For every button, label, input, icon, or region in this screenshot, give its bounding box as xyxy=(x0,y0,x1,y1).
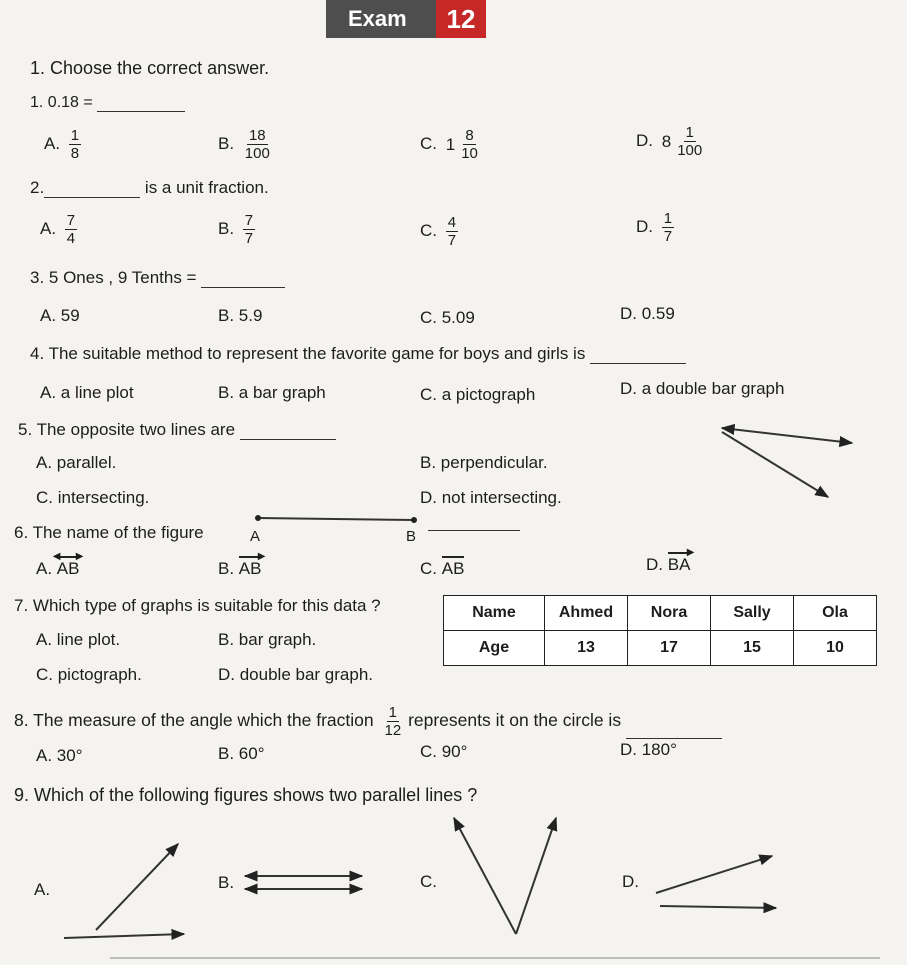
numerator: 4 xyxy=(447,214,457,231)
q4-prompt-text: 4. The suitable method to represent the favorite game for boys and girls is xyxy=(30,344,586,363)
q5-figure xyxy=(722,428,852,497)
q4-option-b[interactable]: B. a bar graph xyxy=(218,383,326,402)
option-letter: B. xyxy=(218,559,235,578)
denominator: 8 xyxy=(70,145,80,162)
q8-prompt-start: 8. The measure of the angle which the fraction xyxy=(14,710,374,731)
q1-prompt-text: 1. 0.18 = xyxy=(30,94,93,111)
notation-label: AB xyxy=(441,559,465,578)
q5-option-a[interactable]: A. parallel. xyxy=(36,453,117,472)
table-header-cell: Name xyxy=(444,596,545,631)
q8-option-b[interactable]: B. 60° xyxy=(218,744,265,763)
table-header-cell: Ahmed xyxy=(545,596,628,631)
q9-option-c-label[interactable]: C. xyxy=(420,872,437,891)
table-header-cell: Sally xyxy=(711,596,794,631)
q6-point-b-label: B xyxy=(406,528,417,545)
option-letter: A. xyxy=(44,133,61,153)
q5-prompt-text: 5. The opposite two lines are xyxy=(18,420,236,439)
q9-prompt: 9. Which of the following figures shows two parallel lines ? xyxy=(14,785,478,805)
numerator: 8 xyxy=(465,127,474,144)
right-arrowhead-icon: ▶ xyxy=(686,547,695,558)
numerator: 1 xyxy=(70,127,80,144)
option-letter: B. xyxy=(218,133,235,153)
denominator: 12 xyxy=(384,722,402,739)
q4-option-d[interactable]: D. a double bar graph xyxy=(620,379,785,398)
table-cell: 13 xyxy=(545,631,628,666)
q7-option-b[interactable]: B. bar graph. xyxy=(218,630,317,649)
q9-c-left xyxy=(454,818,516,934)
option-letter: A. xyxy=(36,559,53,578)
option-letter: A. xyxy=(40,218,57,238)
table-cell: 15 xyxy=(711,631,794,666)
q8-option-c[interactable]: C. 90° xyxy=(420,742,468,761)
option-letter: B. xyxy=(218,218,235,238)
q7-option-d[interactable]: D. double bar graph. xyxy=(218,665,373,684)
q4-option-a[interactable]: A. a line plot xyxy=(40,383,134,402)
exam-number: 12 xyxy=(436,0,486,38)
numerator: 1 xyxy=(388,704,398,721)
exam-title: Exam xyxy=(348,6,407,31)
q3-option-d[interactable]: D. 0.59 xyxy=(620,304,675,323)
numerator: 7 xyxy=(66,212,76,229)
q9-d-horizontal xyxy=(660,906,776,908)
table-cell: Age xyxy=(444,631,545,666)
whole-number: 1 xyxy=(445,134,456,154)
q8-option-a[interactable]: A. 30° xyxy=(36,746,83,765)
q6-segment xyxy=(258,518,414,520)
denominator: 100 xyxy=(677,142,703,159)
denominator: 7 xyxy=(244,230,254,247)
q9-a-horizontal xyxy=(64,934,184,938)
q9-d-diagonal xyxy=(656,856,772,893)
numerator: 7 xyxy=(244,212,254,229)
numerator: 18 xyxy=(248,127,266,144)
option-letter: C. xyxy=(420,559,437,578)
q7-option-c[interactable]: C. pictograph. xyxy=(36,665,142,684)
option-letter: D. xyxy=(636,216,653,236)
q9-figure-d xyxy=(656,856,776,908)
notation-label: AB xyxy=(238,559,262,578)
q9-figure-a xyxy=(64,844,184,938)
notation-label: BA xyxy=(667,555,691,574)
q3-option-a[interactable]: A. 59 xyxy=(40,306,80,325)
denominator: 100 xyxy=(244,145,270,162)
q6-prompt: 6. The name of the figure xyxy=(14,523,204,542)
notation-label: AB xyxy=(56,559,80,578)
section-number: 1. xyxy=(30,58,46,78)
table-cell: 17 xyxy=(628,631,711,666)
q9-figure-b xyxy=(245,876,362,889)
q6-point-a xyxy=(255,515,261,521)
q4-option-c[interactable]: C. a pictograph xyxy=(420,385,536,404)
q5-line-bottom xyxy=(722,432,828,497)
option-letter: D. xyxy=(636,130,653,150)
q6-point-b xyxy=(411,517,417,523)
numerator: 1 xyxy=(685,124,694,141)
q3-option-c[interactable]: C. 5.09 xyxy=(420,308,475,327)
left-arrowhead-icon: ◀ xyxy=(52,551,61,562)
denominator: 4 xyxy=(66,230,76,247)
q5-option-b[interactable]: B. perpendicular. xyxy=(420,453,548,472)
q5-option-c[interactable]: C. intersecting. xyxy=(36,488,150,507)
q9-a-diagonal xyxy=(96,844,178,930)
q6-figure xyxy=(255,515,417,523)
q9-figure-c xyxy=(454,818,556,934)
q8-option-d[interactable]: D. 180° xyxy=(620,740,677,759)
table-cell: 10 xyxy=(794,631,877,666)
numerator: 1 xyxy=(663,210,673,227)
option-letter: D. xyxy=(646,555,663,574)
denominator: 7 xyxy=(447,232,457,249)
section-instruction: Choose the correct answer. xyxy=(50,58,270,78)
right-arrowhead-icon: ▶ xyxy=(75,551,84,562)
option-letter: C. xyxy=(420,220,437,240)
table-header-cell: Ola xyxy=(794,596,877,631)
table-header-cell: Nora xyxy=(628,596,711,631)
q9-c-right xyxy=(516,818,556,934)
denominator: 7 xyxy=(663,228,673,245)
right-arrowhead-icon: ▶ xyxy=(257,551,266,562)
option-letter: C. xyxy=(420,133,437,153)
q7-option-a[interactable]: A. line plot. xyxy=(36,630,121,649)
q3-option-b[interactable]: B. 5.9 xyxy=(218,306,263,325)
q9-option-a-label[interactable]: A. xyxy=(34,880,51,899)
q5-line-top xyxy=(722,428,852,443)
q9-option-b-label[interactable]: B. xyxy=(218,873,235,892)
q9-option-d-label[interactable]: D. xyxy=(622,872,639,891)
q2-number: 2. xyxy=(30,178,45,197)
q3-prompt-text: 3. 5 Ones , 9 Tenths = xyxy=(30,268,197,287)
whole-number: 8 xyxy=(661,131,672,151)
q6-point-a-label: A xyxy=(250,528,261,545)
q8-prompt-end: represents it on the circle is xyxy=(408,710,622,731)
denominator: 10 xyxy=(461,145,478,162)
q2-text: is a unit fraction. xyxy=(144,178,269,197)
q7-prompt: 7. Which type of graphs is suitable for this data ? xyxy=(14,596,381,615)
q5-option-d[interactable]: D. not intersecting. xyxy=(420,488,562,507)
